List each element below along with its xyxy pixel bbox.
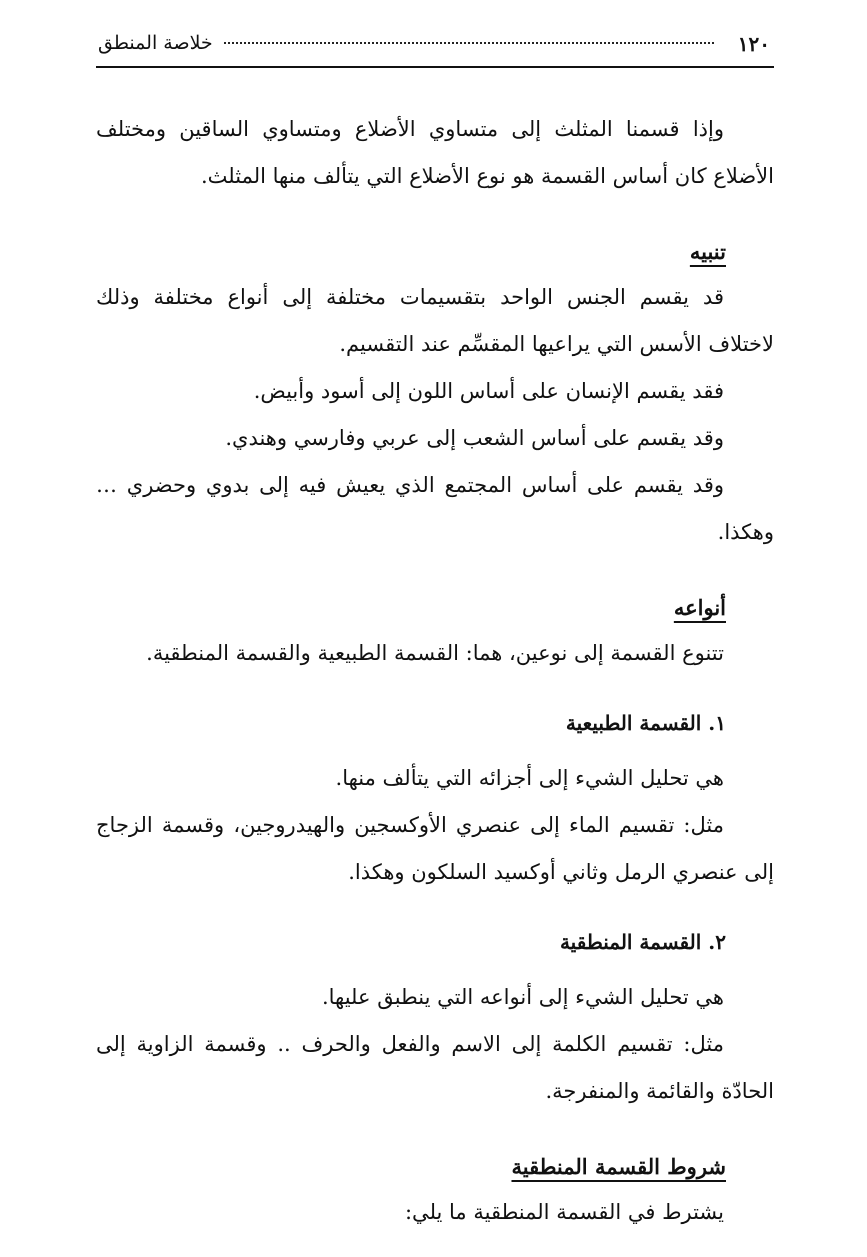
book-page xyxy=(96,28,774,1236)
types-intro: تتنوع القسمة إلى نوعين، هما: القسمة الطبيعية والقسمة المنطقية. xyxy=(146,641,724,665)
note-example: وقد يقسم على أساس المجتمع الذي يعيش فيه إلى بدوي وحضري … وهكذا. xyxy=(96,473,774,544)
logical-division-title: ٢. القسمة المنطقية xyxy=(559,930,726,954)
page-number: ١٢٠ xyxy=(737,32,770,56)
types-heading: أنواعه xyxy=(673,595,726,620)
natural-division-example: مثل: تقسيم الماء إلى عنصري الأوكسجين والهيدروجين، وقسمة الزجاج إلى عنصري الرمل وثاني أوكسيد السلكون وهكذا. xyxy=(96,813,774,884)
conditions-heading: شروط القسمة المنطقية xyxy=(511,1154,726,1179)
page-content xyxy=(96,68,774,1236)
natural-division-definition: هي تحليل الشيء إلى أجزائه التي يتألف منها. xyxy=(335,766,724,790)
intro-paragraph: وإذا قسمنا المثلث إلى متساوي الأضلاع ومتساوي الساقين ومختلف الأضلاع كان أساس القسمة هو نوع الأضلاع التي يتألف منها المثلث. xyxy=(96,117,774,188)
note-example: فقد يقسم الإنسان على أساس اللون إلى أسود وأبيض. xyxy=(253,379,724,403)
page-header xyxy=(96,28,774,68)
running-title: خلاصة المنطق xyxy=(98,32,213,54)
note-heading: تنبيه xyxy=(689,239,726,264)
note-example: وقد يقسم على أساس الشعب إلى عربي وفارسي وهندي. xyxy=(225,426,724,450)
conditions-intro: يشترط في القسمة المنطقية ما يلي: xyxy=(404,1200,724,1224)
logical-division-definition: هي تحليل الشيء إلى أنواعه التي ينطبق عليها. xyxy=(321,985,724,1009)
natural-division-title: ١. القسمة الطبيعية xyxy=(565,711,726,735)
logical-division-example: مثل: تقسيم الكلمة إلى الاسم والفعل والحرف .. وقسمة الزاوية إلى الحادّة والقائمة والمنفرجة. xyxy=(96,1032,774,1103)
note-paragraph: قد يقسم الجنس الواحد بتقسيمات مختلفة إلى أنواع مختلفة وذلك لاختلاف الأسس التي يراعيها المقسِّم عند التقسيم. xyxy=(96,285,774,356)
header-dot-leader xyxy=(224,42,714,44)
